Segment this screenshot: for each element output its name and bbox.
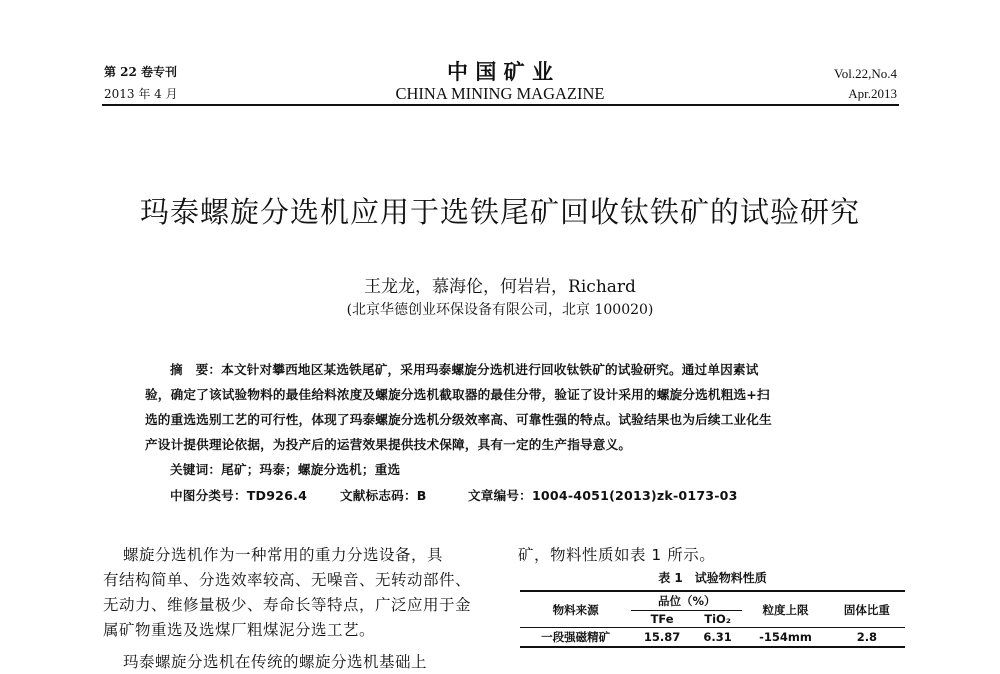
body-line: 螺旋分选机作为一种常用的重力分选设备，具 (123, 546, 444, 564)
header-rule (102, 104, 899, 106)
cell-density: 2.8 (856, 630, 878, 644)
header-density: 固体比重 (843, 602, 890, 617)
abstract-line: 验，确定了该试验物料的最佳给料浓度及螺旋分选机截取器的最佳分带，验证了设计采用的螺旋分选机粗选+扫 (145, 387, 770, 402)
journal-name-cn: 中 国 矿 业 (447, 60, 553, 84)
abstract-line: 摘 要：本文针对攀西地区某选铁尾矿，采用玛泰螺旋分选机进行回收钛铁矿的试验研究。通过单因素试 (170, 362, 759, 377)
body-line: 有结构简单、分选效率较高、无噪音、无转动部件、 (103, 571, 472, 589)
body-line: 属矿物重选及选煤厂粗煤泥分选工艺。 (103, 621, 376, 639)
table-row (520, 628, 905, 648)
volume-number: Vol.22,No.4 (834, 66, 897, 81)
affiliation: (北京华德创业环保设备有限公司，北京 100020) (346, 302, 654, 318)
paper-title: 玛泰螺旋分选机应用于选铁尾矿回收钛铁矿的试验研究 (139, 195, 860, 229)
cell-size: -154mm (759, 630, 812, 644)
table-title: 表 1 试验物料性质 (658, 571, 767, 585)
classification-number: 中图分类号：TD926.4 (170, 488, 308, 503)
cell-source: 一段强磁精矿 (541, 630, 611, 644)
header-tio2: TiO₂ (704, 612, 731, 626)
authors: 王龙龙，慕海伦，何岩岩，Richard (364, 277, 636, 297)
body-line: 矿，物料性质如表 1 所示。 (518, 546, 716, 564)
keywords: 关键词：尾矿；玛泰；螺旋分选机；重选 (170, 462, 401, 477)
cell-tio2: 6.31 (703, 630, 732, 644)
material-properties-table (520, 590, 905, 648)
header-source: 物料来源 (552, 602, 599, 617)
journal-name-en: CHINA MINING MAGAZINE (395, 84, 605, 103)
article-number: 文章编号：1004-4051(2013)zk-0173-03 (468, 488, 738, 503)
header-size: 粒度上限 (762, 602, 809, 617)
issue-month: Apr.2013 (848, 86, 897, 101)
document-code: 文献标志码：B (340, 488, 427, 503)
issue-date: 2013 年 4 月 (104, 87, 178, 101)
header-grade: 品位（%） (631, 591, 742, 611)
abstract-line: 选的重选选别工艺的可行性，体现了玛泰螺旋分选机分级效率高、可靠性强的特点。试验结果也为后续工业化生 (145, 412, 772, 427)
body-line: 玛泰螺旋分选机在传统的螺旋分选机基础上 (123, 653, 428, 671)
body-line: 无动力、维修量极少、寿命长等特点，广泛应用于金 (103, 596, 472, 614)
abstract-line: 产设计提供理论依据，为投产后的运营效果提供技术保障，具有一定的生产指导意义。 (145, 437, 632, 452)
header-tfe: TFe (650, 612, 674, 626)
cell-tfe: 15.87 (643, 630, 681, 644)
volume-label: 第 22 卷专刊 (104, 65, 178, 79)
